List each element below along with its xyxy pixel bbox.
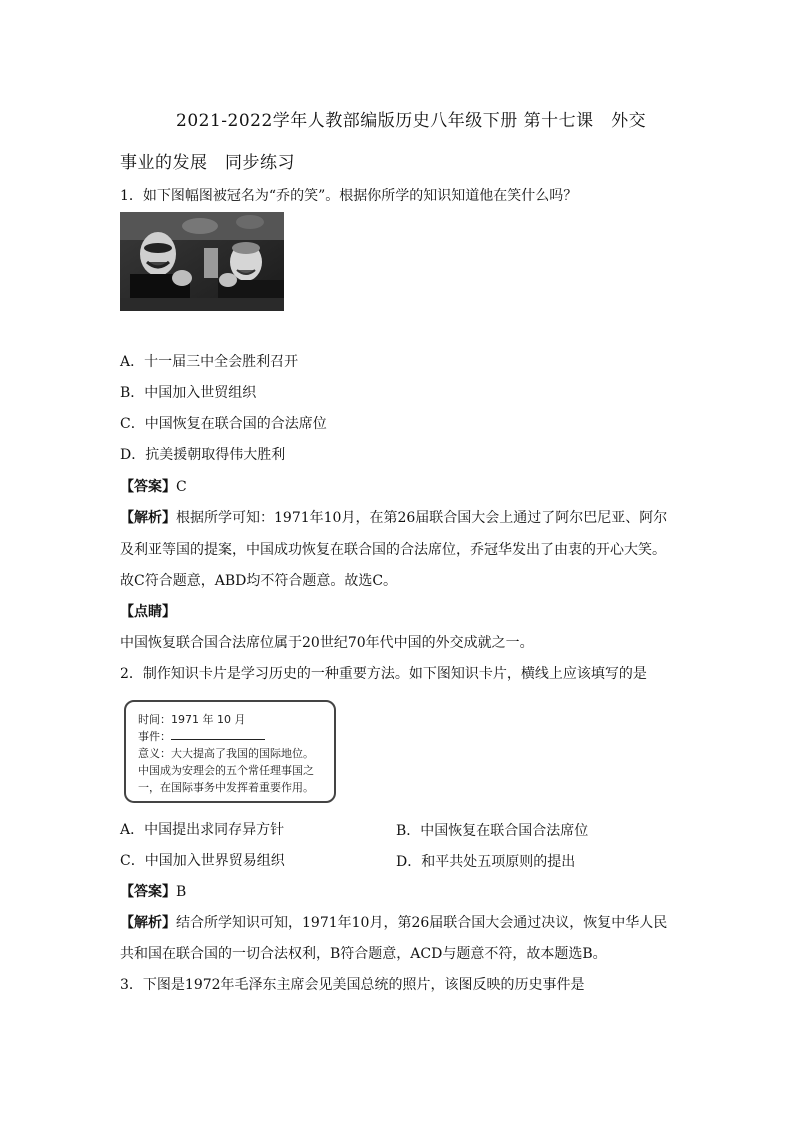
document-title-line-1: 2021-2022学年人教部编版历史八年级下册 第十七课 外交 [176, 111, 647, 131]
analysis-label: 【解析】 [120, 510, 176, 526]
question-2-answer [120, 882, 186, 902]
question-1-option-a: A．十一届三中全会胜利召开 [120, 354, 299, 370]
card-event [138, 728, 265, 744]
question-1-note-label: 【点睛】 [120, 604, 176, 620]
question-1-option-b: B．中国加入世贸组织 [120, 385, 257, 401]
question-2-option-c: C．中国加入世界贸易组织 [120, 853, 285, 869]
question-2-analysis-line-1 [120, 913, 667, 933]
document-title-line-2: 事业的发展 同步练习 [120, 153, 295, 173]
analysis-text: 结合所学知识可知，1971年10月，第26届联合国大会通过决议，恢复中华人民 [176, 915, 668, 931]
question-1-note-text: 中国恢复联合国合法席位属于20世纪70年代中国的外交成就之一。 [120, 635, 534, 651]
answer-label: 【答案】 [120, 884, 176, 900]
answer-value: C [176, 479, 187, 495]
card-event-label: 事件： [138, 730, 171, 743]
question-1-answer [120, 477, 187, 497]
question-2-analysis-line-2: 共和国在联合国的一切合法权利，B符合题意，ACD与题意不符，故本题选B。 [120, 946, 607, 962]
card-meaning-line-2: 中国成为安理会的五个常任理事国之 [138, 764, 314, 777]
card-meaning-line-1: 意义：大大提高了我国的国际地位。 [138, 747, 314, 760]
card-event-blank [171, 729, 265, 740]
question-1-photo [120, 212, 284, 311]
question-1-stem: 1．如下图幅图被冠名为“乔的笑”。根据你所学的知识知道他在笑什么吗？ [120, 188, 578, 204]
question-2-stem: 2．制作知识卡片是学习历史的一种重要方法。如下图知识卡片，横线上应该填写的是 [120, 666, 647, 682]
question-1-analysis-line-3: 故C符合题意，ABD均不符合题意。故选C。 [120, 573, 398, 589]
card-time: 时间：1971 年 10 月 [138, 713, 246, 726]
analysis-text: 根据所学可知：1971年10月，在第26届联合国大会上通过了阿尔巴尼亚、阿尔 [176, 510, 668, 526]
question-1-analysis-line-1 [120, 508, 667, 528]
answer-label: 【答案】 [120, 479, 176, 495]
question-2-option-a: A．中国提出求同存异方针 [120, 822, 285, 838]
question-1-option-d: D．抗美援朝取得伟大胜利 [120, 447, 286, 463]
question-1-analysis-line-2: 及利亚等国的提案，中国成功恢复在联合国的合法席位，乔冠华发出了由衷的开心大笑。 [120, 542, 666, 558]
question-2-option-b: B．中国恢复在联合国合法席位 [396, 823, 589, 839]
answer-value: B [176, 884, 187, 900]
analysis-label: 【解析】 [120, 915, 176, 931]
question-3-stem: 3．下图是1972年毛泽东主席会见美国总统的照片，该图反映的历史事件是 [120, 977, 585, 993]
card-meaning-line-3: 一，在国际事务中发挥着重要作用。 [138, 781, 314, 794]
question-1-option-c: C．中国恢复在联合国的合法席位 [120, 416, 327, 432]
knowledge-card [124, 700, 336, 803]
question-2-option-d: D．和平共处五项原则的提出 [396, 854, 576, 870]
